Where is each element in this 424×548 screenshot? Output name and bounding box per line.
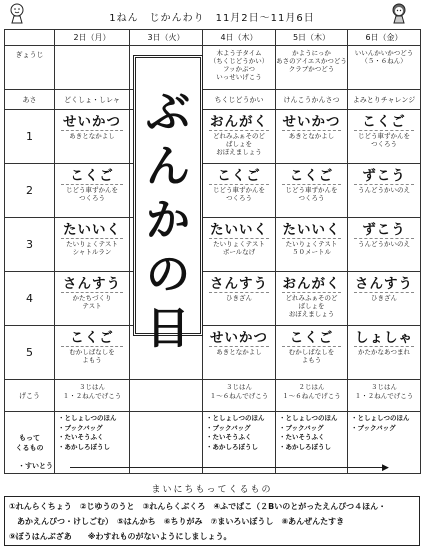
subject-name: さんすう — [210, 276, 268, 292]
period-row — [5, 110, 421, 164]
motte-cell — [276, 412, 348, 474]
subject-name: せいかつ — [63, 114, 121, 130]
gekou-cell: ２じはん １〜６ねんでげこう — [276, 380, 348, 412]
motte-cell — [130, 412, 203, 474]
asa-cell: けんこうかんさつ — [276, 90, 348, 110]
arrow-right-icon: ▶ — [382, 463, 389, 473]
lesson-topic: あきとなかよし — [69, 132, 115, 140]
motte-item: ・としょしつのほん — [351, 414, 410, 422]
motte-item: ・としょしつのほん — [206, 414, 265, 422]
motte-item: ・としょしつのほん — [58, 414, 117, 422]
gyouji-cell: いいんかいかつどう （５・６ねん） — [348, 46, 421, 90]
lesson-cell — [348, 164, 421, 218]
motte-cell — [203, 412, 276, 474]
corner-cell — [5, 30, 55, 46]
subject-name: こくご — [354, 115, 414, 131]
asa-cell: よみとりチャレンジ — [348, 90, 421, 110]
lesson-cell — [348, 272, 421, 326]
gekou-cell — [130, 380, 203, 412]
day-header: 4日（木） — [203, 30, 276, 46]
lesson-cell — [55, 164, 130, 218]
subject-name: おんがく — [210, 114, 268, 130]
everyday-items-box — [4, 496, 420, 546]
day-header: 3日（火） — [130, 30, 203, 46]
subject-name: ずこう — [354, 169, 414, 185]
period-row — [5, 326, 421, 380]
everyday-line: ①れんらくちょう ②じゆうのうと ③れんらくぶくろ ④ふでばこ（２Bいのとがったえんぴつ４ほん・ — [9, 502, 387, 511]
period-row — [5, 164, 421, 218]
motte-row — [5, 412, 421, 474]
lesson-topic: どれみふぁそのど ばしょを おぼえましょう — [213, 132, 265, 156]
day-header: 6日（金） — [348, 30, 421, 46]
motte-item: ・あかしろぼうし — [58, 442, 110, 451]
gekou-cell: ３じはん １・２ねんでげこう — [348, 380, 421, 412]
subject-name: さんすう — [63, 276, 121, 292]
bunka-char: の — [146, 249, 190, 300]
subject-name: こくご — [282, 169, 341, 185]
asa-cell: どくしょ・しレャ — [55, 90, 130, 110]
lesson-topic: うんどうかいのえ — [358, 240, 410, 248]
motte-item: ・あかしろぼうし — [279, 442, 331, 451]
everyday-title: まいにちもってくるもの — [151, 485, 273, 495]
lesson-topic: むかしばなしを よもう — [69, 348, 115, 364]
asa-label: あさ — [5, 90, 55, 110]
gyouji-label: ぎょうじ — [5, 46, 55, 90]
period-number: 2 — [5, 164, 55, 218]
lesson-cell — [348, 218, 421, 272]
motte-item: ・たいそうふく — [206, 433, 252, 441]
lesson-topic: たいりょくテスト ５０メートル — [285, 240, 338, 256]
motte-item: ・たいそうふく — [58, 433, 104, 441]
gyouji-cell: かようにっか あさのアイエスかつどう クラブかつどう — [276, 46, 348, 90]
subject-name: こくご — [61, 169, 123, 185]
gekou-cell: ３じはん １・２ねんでげこう — [55, 380, 130, 412]
motte-label: もって くるもの — [5, 412, 55, 474]
subject-name: こくご — [209, 169, 269, 185]
lesson-topic: あきとなかよし — [288, 132, 335, 140]
timetable — [4, 29, 421, 474]
motte-item: ・たいそうふく — [279, 433, 325, 441]
day-header: 2日（月） — [55, 30, 130, 46]
period-number: 5 — [5, 326, 55, 380]
lesson-topic: うんどうかいのえ — [358, 186, 410, 194]
lesson-topic: むかしばなしを よもう — [288, 348, 335, 364]
lesson-topic: かたかなあつまれ — [358, 348, 410, 356]
lesson-cell — [203, 164, 276, 218]
subject-name: こくご — [282, 331, 341, 347]
lesson-topic: じどう車ずかんを つくろう — [66, 186, 118, 202]
lesson-cell — [276, 272, 348, 326]
bunka-char: ぶ — [146, 87, 190, 138]
lesson-topic: じどう車ずかんを つくろう — [285, 186, 338, 202]
lesson-cell — [203, 326, 276, 380]
lesson-cell — [276, 326, 348, 380]
lesson-cell — [276, 110, 348, 164]
page-title: 1ねん じかんわり 11月2日〜11月6日 — [109, 13, 315, 24]
suitou-label: ・すいとう — [18, 462, 53, 470]
everyday-line: あかえんぴつ・けしごむ） ⑤はんかち ⑥ちりがみ ⑦まいろいぼうし ⑧あんぜんたすき — [9, 517, 345, 526]
lesson-topic: どれみふぁそのど ばしょを おぼえましょう — [285, 294, 338, 318]
everyday-line: ⑨ぼうはんぶざあ ※わすれものがないようにしましょう。 — [9, 532, 232, 541]
header-row — [5, 30, 421, 46]
gekou-label: げこう — [5, 380, 55, 412]
motte-item: ・ブックバッグ — [206, 423, 251, 432]
subject-name: たいいく — [282, 222, 341, 238]
lesson-topic: ひきざん — [371, 294, 397, 302]
motte-item: ・としょしつのほん — [279, 414, 338, 422]
subject-name: せいかつ — [210, 330, 268, 346]
lesson-cell — [203, 218, 276, 272]
lesson-cell — [55, 326, 130, 380]
lesson-topic: じどう車ずかんを つくろう — [213, 186, 265, 202]
gekou-row — [5, 380, 421, 412]
lesson-topic: たいりょくテスト シャトルラン — [66, 240, 118, 256]
lesson-cell — [55, 110, 130, 164]
gyouji-row — [5, 46, 421, 90]
lesson-topic: じどう車ずかんを つくろう — [358, 132, 410, 148]
subject-name: せいかつ — [282, 114, 341, 130]
child-illustration-right — [388, 2, 410, 24]
motte-item: ・あかしろぼうし — [206, 442, 258, 451]
lesson-cell — [55, 218, 130, 272]
subject-name: おんがく — [282, 276, 341, 292]
period-row — [5, 218, 421, 272]
gekou-cell: ３じはん １〜６ねんでげこう — [203, 380, 276, 412]
lesson-cell — [276, 164, 348, 218]
everyday-arrow-line — [70, 467, 388, 468]
period-number: 1 — [5, 110, 55, 164]
period-number: 3 — [5, 218, 55, 272]
subject-name: こくご — [61, 331, 123, 347]
bunka-char: か — [146, 195, 190, 246]
asa-row — [5, 90, 421, 110]
lesson-cell — [203, 110, 276, 164]
subject-name: しょしゃ — [355, 330, 413, 346]
bunka-no-hi-text — [136, 86, 200, 356]
motte-item: ・ブックバッグ — [351, 423, 396, 432]
bunka-char: 日 — [146, 303, 190, 354]
motte-item: ・ブックバッグ — [279, 423, 324, 432]
motte-item: ・ブックバッグ — [58, 423, 103, 432]
subject-name: たいいく — [210, 222, 268, 238]
gyouji-cell — [55, 46, 130, 90]
bunka-char: ん — [146, 141, 190, 192]
lesson-topic: かたちづくり テスト — [72, 294, 112, 310]
subject-name: たいいく — [63, 222, 121, 238]
motte-cell — [55, 412, 130, 474]
lesson-cell — [203, 272, 276, 326]
lesson-cell — [55, 272, 130, 326]
period-number: 4 — [5, 272, 55, 326]
lesson-cell — [348, 326, 421, 380]
subject-name: ずこう — [354, 223, 414, 239]
asa-cell: ちくじどうかい — [203, 90, 276, 110]
lesson-cell — [348, 110, 421, 164]
lesson-topic: たいりょくテスト ボールなげ — [213, 240, 265, 256]
lesson-cell — [276, 218, 348, 272]
subject-name: さんすう — [355, 276, 413, 292]
day-header: 5日（木） — [276, 30, 348, 46]
bunka-no-hi-banner — [133, 55, 203, 354]
lesson-topic: あきとなかよし — [216, 348, 262, 356]
gyouji-cell: 木よう子タイム （ちくじどうかい） フッかぶつ いっせいげこう — [203, 46, 276, 90]
lesson-topic: ひきざん — [226, 294, 252, 302]
period-row — [5, 272, 421, 326]
